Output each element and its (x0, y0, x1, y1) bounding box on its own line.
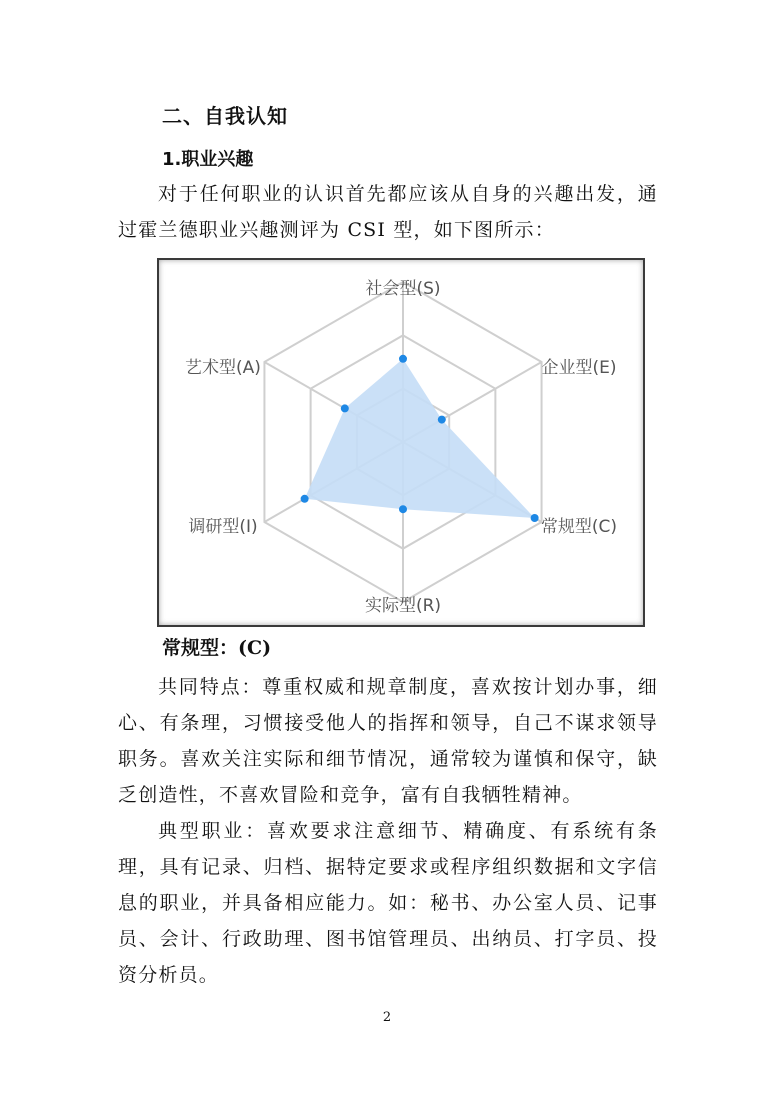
axis-label-enterprising: 企业型(E) (541, 358, 617, 378)
axis-label-realistic: 实际型(R) (364, 596, 442, 616)
careers-paragraph: 典型职业：喜欢要求注意细节、精确度、有系统有条理，具有记录、归档、据特定要求或程序组织数据和文字信息的职业，并具备相应能力。如：秘书、办公室人员、记事员、会计、行政助理、图书馆管理员、出纳员、打字员、投资分析员。 (118, 820, 658, 986)
data-point (399, 505, 407, 513)
features-paragraph: 共同特点：尊重权威和规章制度，喜欢按计划办事，细心、有条理，习惯接受他人的指挥和领导，自己不谋求领导职务。喜欢关注实际和细节情况，通常较为谨慎和保守，缺乏创造性，不喜欢冒险和竞争，富有自我牺牲精神。 (118, 676, 658, 806)
section-heading: 二、自我认知 (162, 104, 288, 128)
radar-chart (157, 258, 645, 627)
data-point (301, 495, 309, 503)
radar-svg (159, 260, 643, 625)
axis-label-investigative: 调研型(I) (188, 517, 258, 537)
data-point (531, 514, 539, 522)
axis-label-conventional: 常规型(C) (540, 517, 618, 537)
intro-paragraph: 对于任何职业的认识首先都应该从自身的兴趣出发，通过霍兰德职业兴趣测评为 CSI 型，如下图所示： (118, 183, 658, 241)
axis-label-artistic: 艺术型(A) (185, 358, 261, 378)
data-point (341, 404, 349, 412)
page-number: 2 (382, 1010, 392, 1025)
data-point (399, 355, 407, 363)
data-point (438, 416, 446, 424)
axis-label-social: 社会型(S) (365, 279, 441, 299)
radar-area (305, 359, 535, 518)
subsection-heading: 1.职业兴趣 (162, 149, 254, 170)
type-heading: 常规型：(C) (162, 637, 272, 659)
